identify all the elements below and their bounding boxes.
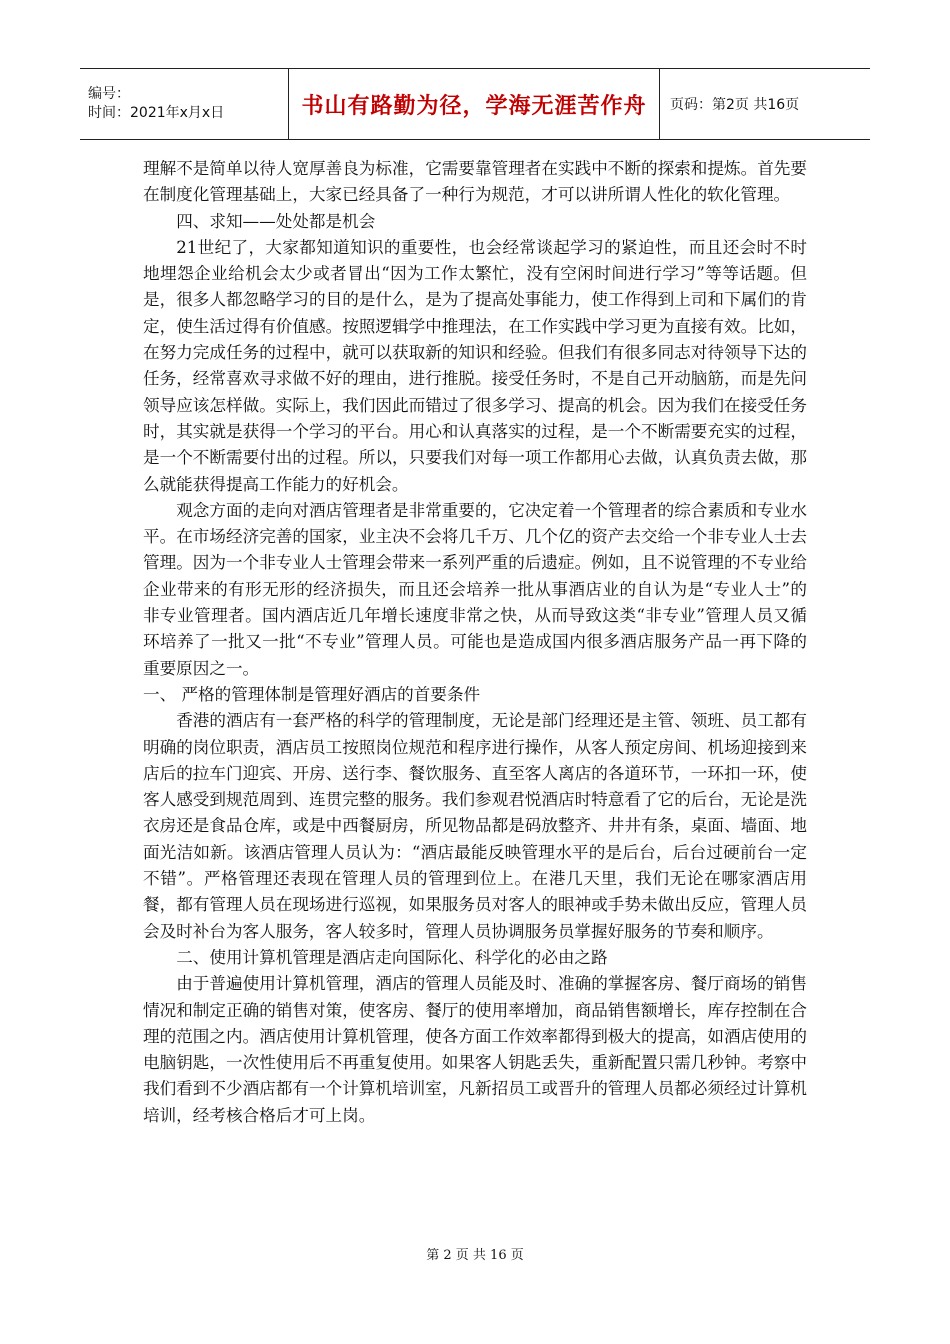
page-footer: 第 2 页 共 16 页 xyxy=(426,1248,524,1263)
header-motto: 书山有路勤为径，学海无涯苦作舟 xyxy=(289,69,660,139)
paragraph: 21世纪了，大家都知道知识的重要性，也会经常谈起学习的紧迫性，而且还会时不时地埋怨企业给机会太少或者冒出“因为工作太繁忙，没有空闲时间进行学习”等等话题。但是，很多人都忽略学习的目的是什么，是为了提高处事能力，使工作得到上司和下属们的肯定，使生活过得有价值感。按照逻辑学中推理法，在工作实践中学习更为直接有效。比如，在努力完成任务的过程中，就可以获取新的知识和经验。但我们有很多同志对待领导下达的任务，经常喜欢寻求做不好的理由，进行推脱。接受任务时，不是自己开动脑筋，而是先问领导应该怎样做。实际上，我们因此而错过了很多学习、提高的机会。因为我们在接受任务时，其实就是获得一个学习的平台。用心和认真落实的过程，是一个不断需要充实的过程，是一个不断需要付出的过程。所以，只要我们对每一项工作都用心去做，认真负责去做，那么就能获得提高工作能力的好机会。 xyxy=(143,237,807,494)
section-heading-2: 二、使用计算机管理是酒店走向国际化、科学化的必由之路 xyxy=(176,947,608,967)
document-number-label: 编号： xyxy=(88,86,130,102)
document-body xyxy=(143,156,807,1129)
document-time-label: 时间：2021年x月x日 xyxy=(88,105,225,121)
section-heading-1: 一、 严格的管理体制是管理好酒店的首要条件 xyxy=(143,684,481,704)
paragraph: 观念方面的走向对酒店管理者是非常重要的，它决定着一个管理者的综合素质和专业水平。在市场经济完善的国家，业主决不会将几千万、几个亿的资产去交给一个非专业人士去管理。因为一个非专业人士管理会带来一系列严重的后遗症。例如，且不说管理的不专业给企业带来的有形无形的经济损失，而且还会培养一批从事酒店业的自认为是“专业人士”的非专业管理者。国内酒店近几年增长速度非常之快，从而导致这类“非专业”管理人员又循环培养了一批又一批“不专业”管理人员。可能也是造成国内很多酒店服务产品一再下降的重要原因之一。 xyxy=(143,500,807,678)
header-meta xyxy=(80,69,289,139)
paragraph: 理解不是简单以待人宽厚善良为标准，它需要靠管理者在实践中不断的探索和提炼。首先要在制度化管理基础上，大家已经具备了一种行为规范，才可以讲所谓人性化的软化管理。 xyxy=(143,159,807,205)
page-header xyxy=(80,68,870,140)
section-heading-4: 四、求知——处处都是机会 xyxy=(176,211,376,231)
paragraph: 香港的酒店有一套严格的科学的管理制度，无论是部门经理还是主管、领班、员工都有明确的岗位职责，酒店员工按照岗位规范和程序进行操作，从客人预定房间、机场迎接到来店后的拉车门迎宾、开房、送行李、餐饮服务、直至客人离店的各道环节，一环扣一环，使客人感受到规范周到、连贯完整的服务。我们参观君悦酒店时特意看了它的后台，无论是洗衣房还是食品仓库，或是中西餐厨房，所见物品都是码放整齐、井井有条，桌面、墙面、地面光洁如新。该酒店管理人员认为：“酒店最能反映管理水平的是后台，后台过硬前台一定不错”。严格管理还表现在管理人员的管理到位上。在港几天里，我们无论在哪家酒店用餐，都有管理人员在现场进行巡视，如果服务员对客人的眼神或手势未做出反应，管理人员会及时补台为客人服务，客人较多时，管理人员协调服务员掌握好服务的节奏和顺序。 xyxy=(143,711,807,941)
header-page-info: 页码：第2页 共16页 xyxy=(670,97,800,113)
paragraph: 由于普遍使用计算机管理，酒店的管理人员能及时、准确的掌握客房、餐厅商场的销售情况和制定正确的销售对策，使客房、餐厅的使用率增加，商品销售额增长，库存控制在合理的范围之内。酒店使用计算机管理，使各方面工作效率都得到极大的提高，如酒店使用的电脑钥匙，一次性使用后不再重复使用。如果客人钥匙丢失，重新配置只需几秒钟。考察中我们看到不少酒店都有一个计算机培训室，凡新招员工或晋升的管理人员都必须经过计算机培训，经考核合格后才可上岗。 xyxy=(143,974,807,1125)
